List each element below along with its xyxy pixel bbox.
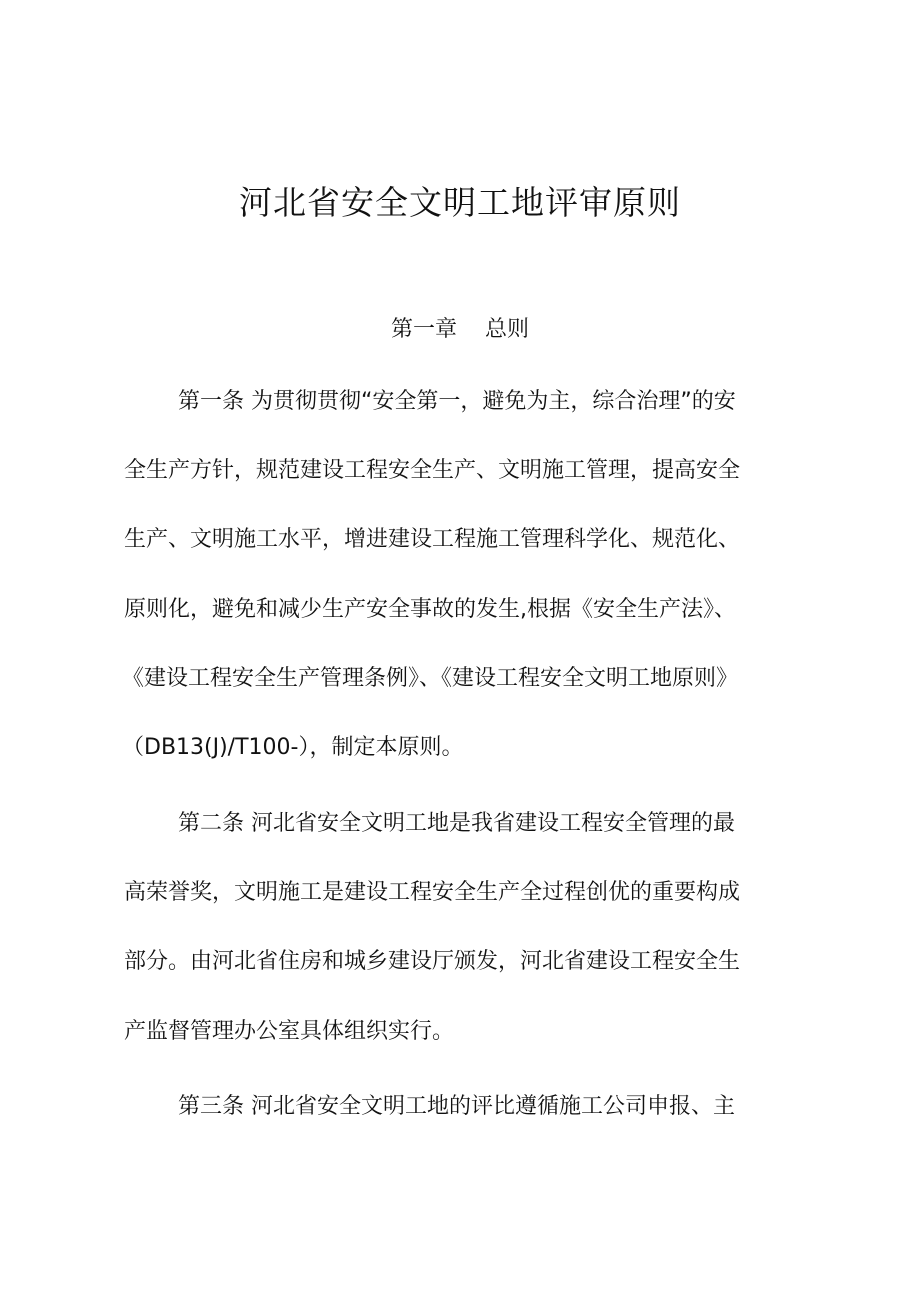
article-1-line-3: 生产、文明施工水平，增进建设工程施工管理科学化、规范化、 bbox=[124, 527, 741, 552]
article-1-line-6: （DB13(J)/T100-），制定本原则。 bbox=[122, 735, 464, 760]
article-2-line-2: 高荣誉奖，文明施工是建设工程安全生产全过程创优的重要构成 bbox=[124, 880, 741, 905]
article-2-line-4: 产监督管理办公室具体组织实行。 bbox=[124, 1019, 455, 1044]
article-1-line-5: 《建设工程安全生产管理条例》、《建设工程安全文明工地原则》 bbox=[122, 666, 739, 691]
article-2-line-1: 第二条 河北省安全文明工地是我省建设工程安全管理的最 bbox=[178, 811, 735, 836]
article-2-line-3: 部分。由河北省住房和城乡建设厅颁发，河北省建设工程安全生 bbox=[124, 949, 741, 974]
document-title: 河北省安全文明工地评审原则 bbox=[239, 183, 681, 222]
article-1-line-4: 原则化，避免和减少生产安全事故的发生,根据《安全生产法》、 bbox=[124, 597, 736, 622]
chapter-heading: 第一章 总则 bbox=[391, 317, 529, 342]
article-1-line-1: 第一条 为贯彻贯彻“安全第一，避免为主，综合治理”的安 bbox=[178, 389, 736, 414]
article-3-line-1: 第三条 河北省安全文明工地的评比遵循施工公司申报、主 bbox=[178, 1094, 735, 1119]
article-1-line-2: 全生产方针，规范建设工程安全生产、文明施工管理，提高安全 bbox=[124, 458, 741, 483]
